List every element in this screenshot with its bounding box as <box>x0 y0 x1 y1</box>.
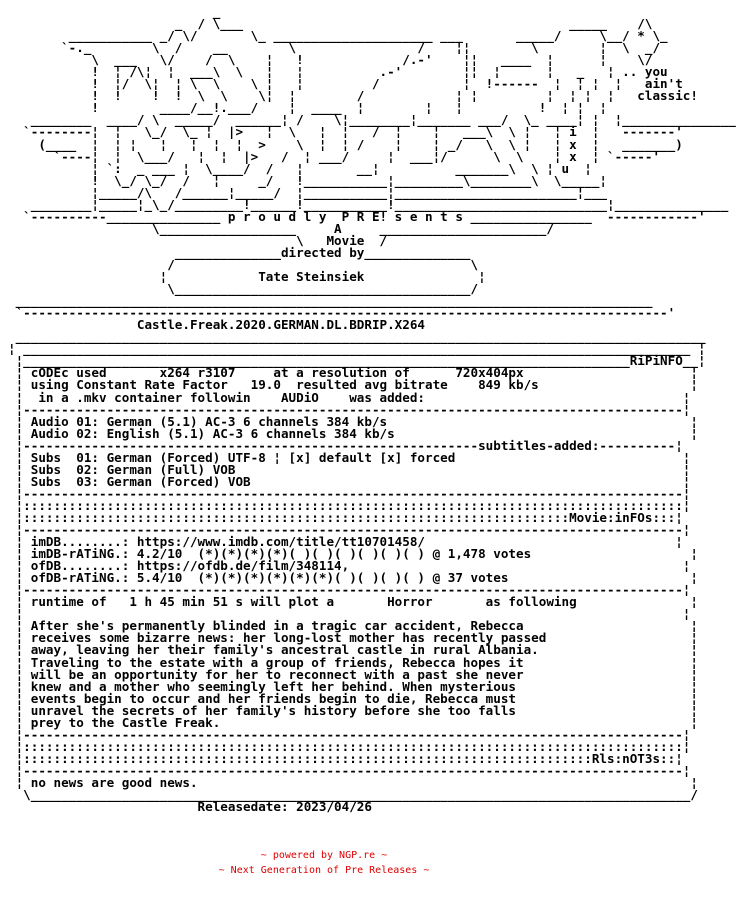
nfo-text: _ _ / \___ _____ /\ ___________ _/ \/ \_ _____________________ ___ _____/ \__/ * \_ `-._ \ / __ \ / ¦¦ \ ¦ \ _/ \ ___ \/ / \ ¦ ! /.-' ¦¦ ____ ¦ ¦ \/ ! ¦ /\¦ ¦ ___\ \ ¦ ¦ .-' ¦¦ ¦ ¦ _ ¦ .. you ! ¦/ \¦ ¦ \ \ \ ¦ ¦ / ¦ !------ ¦ ¦ ¦ ¦ ain't ! ! ! ! \ \ \¦ ¦ / ¦ ¦ ¦ ¦ ¦ ¦ classic! ! ____/__!.___/ ¦ ____ ¦ ¦ ¦ ! ¦ ¦ ¦ ________ ____/ \ _____/ ______¦ / \¦________¦_______ ___/ \_ ____¦ ¦ ¦_______________ `--------¦ ¦ \_/ \_ ¦ |> ¦ \ ¦ ¦ / ¦ ¦ ___\ \ ¦ ¦ i ¦ -------' (____ ¦ ¦ ¦ ¦ ¦ ¦ ¦ > \ ¦ ¦ / ¦ ¦ _/ \ \ ¦ ¦ x ¦ _______) `----¦ ¦ \___/ ¦ ¦ |> / ¦ ___/ ¦ ___¦/ \ \ ¦ x ¦ `-----' ¦ `: _ ___ ¦ \____/ / ¦ __¦ _______\ \ ¦ u ¦ ! \_/ \_/ / ¦ _/ !___________¦_________\________\ \_____¦ ¦_____/\ /______¦_____/ ¦___________¦________________________¦___ ________¦_____¦_\_/_________!______!___________!____________________________¦_______________ `----------_______________ p r o u d l y P R E! s e n t s ________________ ------------' \__________________ A ______________________/ \ Movie / ______________directed by______________ / \ ¦ Tate Steinsiek ¦ \_______________________________________/ ____________________________________________________________________________________ `-------------------------------------------------------------------------------------' Castle.Freak.2020.GERMAN.DL.BDRIP.X264 ___________________________________________________________________________________________ ¦ ________________________________________________________________________________________ ¦ ¦________________________________________________________________________________RiPiNFO__¦ ¦ cODEc used x264 r3107 at a resolution of 720x404px ¦ ¦ using Constant Rate Factor 19.0 resulted avg bitrate 849 kb/s ¦ ¦ in a .mkv container followin AUDiO was added: ¦ ¦---------------------------------------------------------------------------------------¦ ¦ Audio 01: German (5.1) AC-3 6 channels 384 kb/s ¦ ¦ Audio 02: English (5.1) AC-3 6 channels 384 kb/s ¦ ¦------------------------------------------------------------subtitles-added:----------¦ ¦ Subs 01: German (Forced) UTF-8 ¦ [x] default [x] forced ¦ ¦ Subs 02: German (Full) VOB ¦ ¦ Subs 03: German (Forced) VOB ¦ ¦---------------------------------------------------------------------------------------¦ ¦:::::::::::::::::::::::::::::::::::::::::::::::::::::::::::::::::::::::::::::::::::::::¦ ¦::::::::::::::::::::::::::::::::::::::::::::::::::::::::::::::::::::::::Movie:inFOs:::¦ ¦---------------------------------------------------------------------------------------¦ ¦ imDB........: https://www.imdb.com/title/tt10701458/ ¦ ¦ imDB-rATiNG.: 4.2/10 (*)(*)(*)(*)( )( )( )( )( )( ) @ 1,478 votes ¦ ¦ ofDB........: https://ofdb.de/film/348114, ¦ ¦ ofDB-rATiNG.: 5.4/10 (*)(*)(*)(*)(*)(*)( )( )( )( ) @ 37 votes ¦ ¦---------------------------------------------------------------------------------------¦ ¦ runtime of 1 h 45 min 51 s will plot a Horror as following ¦ ¦ ¦ ¦ After she's permanently blinded in a tragic car accident, Rebecca ¦ ¦ receives some bizarre news: her long-lost mother has recently passed ¦ ¦ away, leaving her their family's ancestral castle in rural Albania. ¦ ¦ Traveling to the estate with a group of friends, Rebecca hopes it ¦ ¦ will be an opportunity for her to reconnect with a past she never ¦ ¦ knew and a mother who seemingly left her behind. When mysterious ¦ ¦ events begin to occur and her friends begin to die, Rebecca must ¦ ¦ unravel the secrets of her family's history before she too falls ¦ ¦ prey to the Castle Freak. ¦ ¦---------------------------------------------------------------------------------------¦ ¦:::::::::::::::::::::::::::::::::::::::::::::::::::::::::::::::::::::::::::::::::::::::¦ ¦:::::::::::::::::::::::::::::::::::::::::::::::::::::::::::::::::::::::::::Rls:nOT3s::¦ ¦---------------------------------------------------------------------------------------¦ ¦ no news are good news. ¦ \_______________________________________________________________________________________/ Releasedate: 2023/04/26 <box>8 4 736 815</box>
powered-by-line: ~ powered by NGP.re ~ <box>260 850 388 861</box>
footer <box>0 848 648 878</box>
next-gen-line: ~ Next Generation of Pre Releases ~ <box>218 865 430 876</box>
